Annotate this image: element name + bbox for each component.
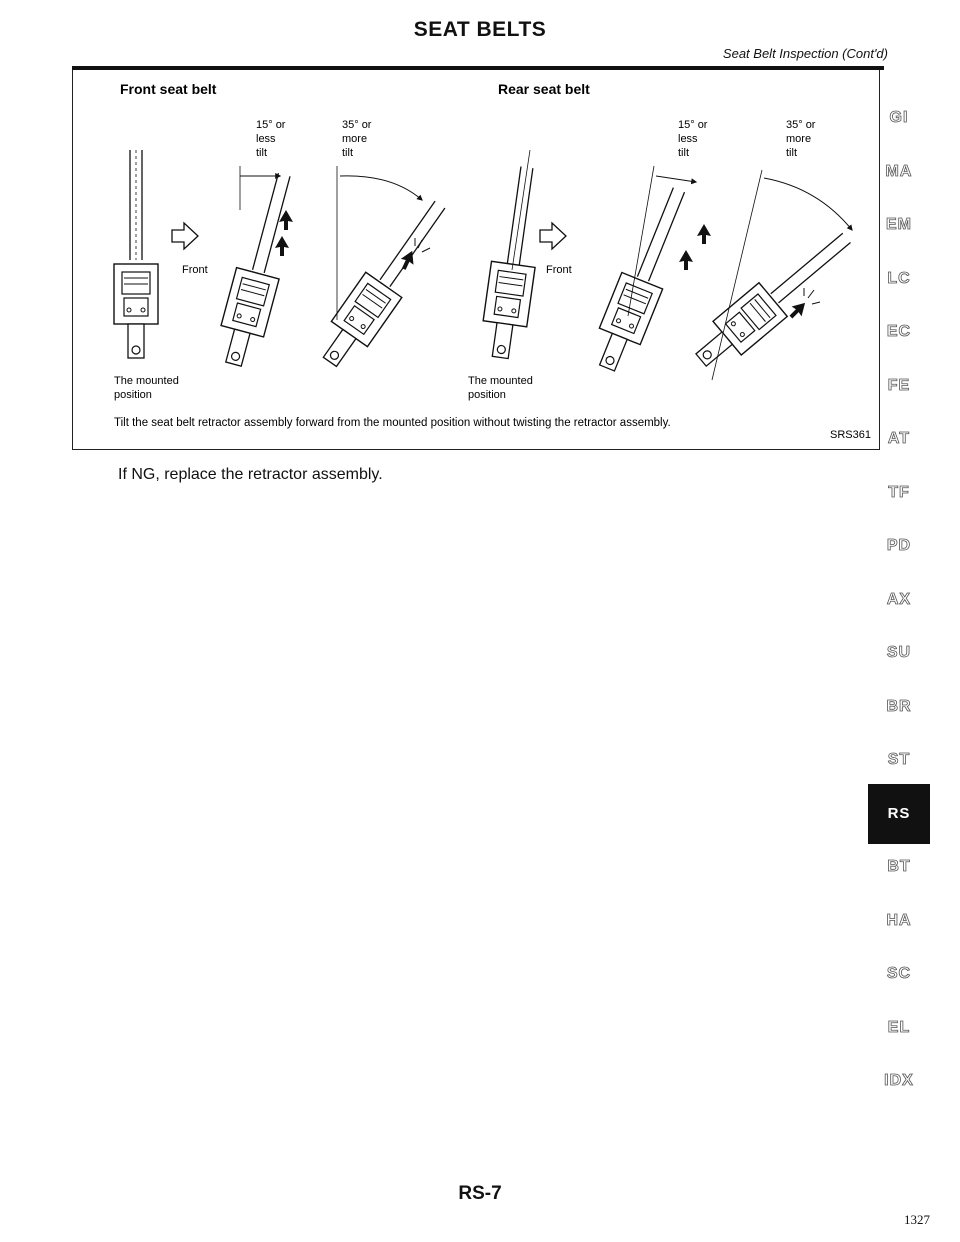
rear-tilt-35-retractor: [687, 221, 861, 377]
section-tab-fe[interactable]: FE: [887, 376, 911, 394]
rear-tilt-large-label: [786, 119, 819, 159]
section-tab-su[interactable]: SU: [886, 644, 912, 661]
front-tilt-large-line3: tilt: [342, 147, 353, 159]
section-tab-ax[interactable]: AX: [886, 590, 912, 608]
rear-tilt-large-line2: more: [786, 133, 812, 145]
section-tab-el[interactable]: EL: [887, 1018, 911, 1036]
rear-tilt-large-line3: tilt: [786, 147, 797, 159]
section-tab-st[interactable]: ST: [887, 751, 911, 768]
front-mounted-position-label: [114, 375, 182, 401]
front-direction-arrow-icon: [172, 223, 198, 249]
front-tilt-small-line2: less: [256, 133, 276, 145]
rear-mounted-line1: The mounted: [468, 375, 533, 387]
front-seat-belt-heading: Front seat belt: [120, 81, 217, 97]
rear-tilt-small-line1: 15° or: [678, 119, 708, 131]
section-tab-pd[interactable]: PD: [886, 537, 912, 554]
front-tilt-35-retractor: [312, 192, 458, 375]
rear-tilt-15-retractor: [587, 182, 700, 377]
section-tab-gi[interactable]: GI: [889, 109, 909, 126]
front-15-pull-arrow-icon: [275, 210, 293, 256]
front-mounted-line2: position: [114, 389, 152, 401]
section-subtitle: Seat Belt Inspection (Cont'd): [722, 46, 888, 61]
rear-15-pull-arrow-icon: [679, 224, 711, 270]
front-35-angle-arrow: [340, 176, 422, 200]
replace-instruction: If NG, replace the retractor assembly.: [118, 466, 383, 483]
rear-mounted-retractor: [478, 164, 548, 360]
front-35-pull-arrow-icon: [397, 238, 430, 272]
rear-tilt-small-line3: tilt: [678, 147, 689, 159]
retractor-tilt-diagram: [72, 70, 880, 450]
section-tab-ec[interactable]: EC: [886, 323, 912, 340]
rear-tilt-small-label: [678, 119, 711, 159]
rear-tilt-large-line1: 35° or: [786, 119, 816, 131]
rear-direction-arrow-icon: [540, 223, 566, 249]
section-tab-at[interactable]: AT: [887, 430, 911, 447]
front-tilt-15-retractor: [212, 169, 305, 370]
print-page-number: 1327: [904, 1212, 930, 1227]
rear-15-angle-arrow: [656, 176, 696, 182]
page-title: SEAT BELTS: [413, 18, 547, 41]
front-tilt-large-label: [342, 119, 375, 159]
front-mounted-retractor: [114, 150, 158, 358]
front-tilt-large-line2: more: [342, 133, 368, 145]
section-tab-bt[interactable]: BT: [887, 858, 911, 875]
rear-mounted-line2: position: [468, 389, 506, 401]
section-tab-lc[interactable]: LC: [887, 269, 911, 287]
front-direction-label: Front: [182, 264, 208, 276]
front-tilt-small-label: [256, 119, 289, 159]
figure-caption: Tilt the seat belt retractor assembly forward from the mounted position without twisting the retractor assembly.: [114, 417, 671, 429]
section-tab-sc[interactable]: SC: [886, 965, 912, 982]
rear-tilt-small-line2: less: [678, 133, 698, 145]
section-tab-ma[interactable]: MA: [885, 162, 913, 180]
section-tab-idx[interactable]: IDX: [884, 1072, 914, 1089]
rear-mounted-position-label: [468, 375, 536, 401]
section-tab-rs[interactable]: RS: [868, 784, 930, 844]
section-tab-ha[interactable]: HA: [886, 911, 912, 929]
front-tilt-large-line1: 35° or: [342, 119, 372, 131]
figure-id: SRS361: [830, 429, 871, 441]
section-tab-tf[interactable]: TF: [888, 483, 910, 501]
rear-seat-belt-heading: Rear seat belt: [498, 81, 590, 97]
rear-35-angle-arrow: [764, 178, 852, 230]
section-tab-em[interactable]: EM: [886, 216, 912, 233]
rear-direction-label: Front: [546, 264, 572, 276]
front-tilt-small-line1: 15° or: [256, 119, 286, 131]
page-number: RS-7: [458, 1183, 502, 1204]
front-tilt-small-line3: tilt: [256, 147, 267, 159]
front-mounted-line1: The mounted: [114, 375, 179, 387]
section-tab-br[interactable]: BR: [886, 697, 912, 715]
